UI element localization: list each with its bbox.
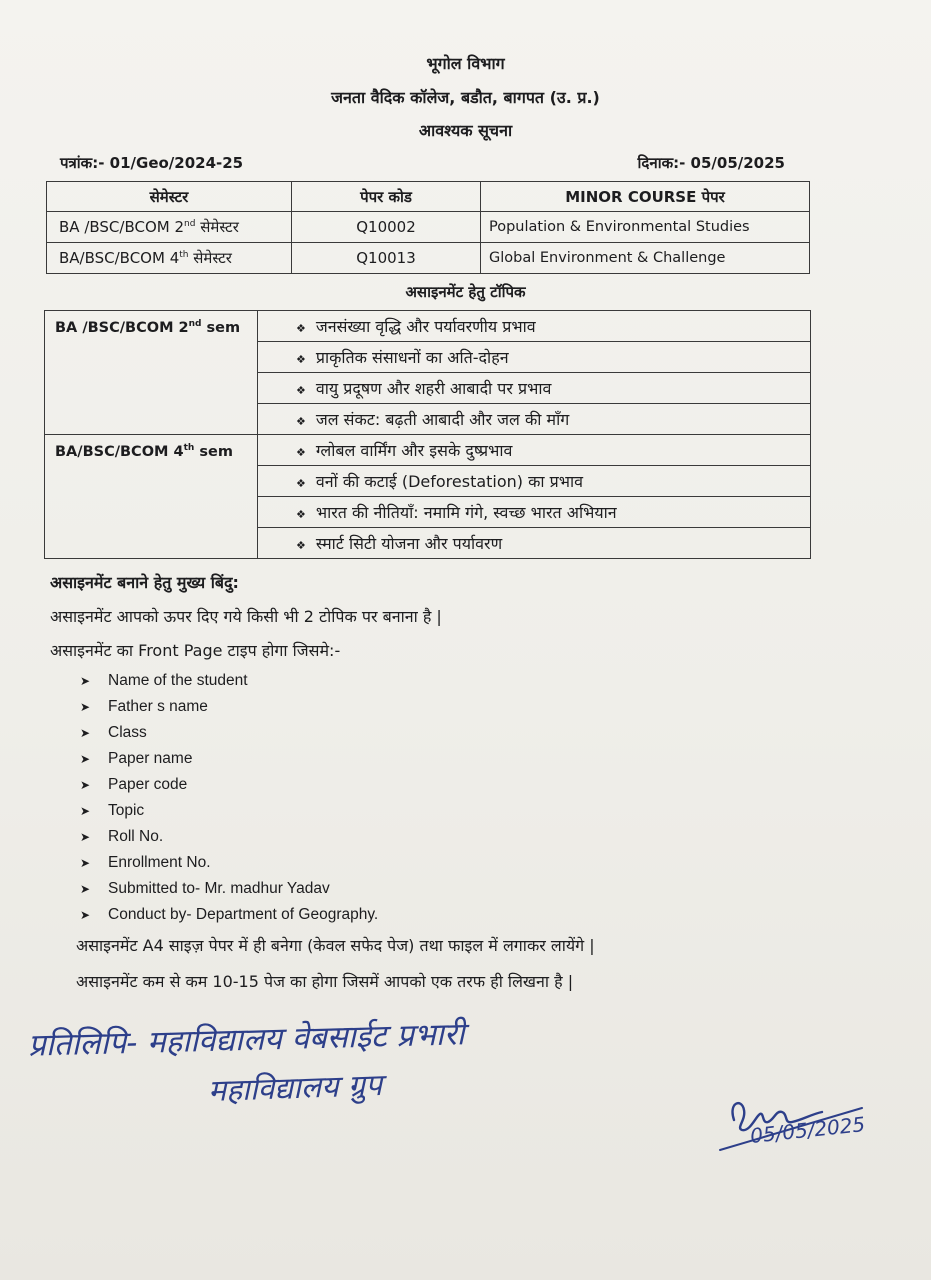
paper-name-cell: Population & Environmental Studies [481, 212, 810, 243]
instruction-line: असाइनमेंट का Front Page टाइप होगा जिसमे:- [50, 641, 341, 660]
topic-item: ❖ प्राकृतिक संसाधनों का अति-दोहन [258, 342, 811, 373]
list-item: ➤ Topic [80, 802, 145, 819]
list-item: ➤ Roll No. [80, 828, 164, 845]
list-item: ➤ Paper name [80, 750, 193, 767]
table-row [47, 243, 810, 274]
paper-code-cell: Q10002 [292, 212, 481, 243]
list-item: ➤ Father s name [80, 698, 208, 715]
diamond-bullet-icon: ❖ [296, 446, 306, 459]
paper-code-cell: Q10013 [292, 243, 481, 274]
semester-group-label: BA /BSC/BCOM 2nd sem [45, 311, 258, 435]
diamond-bullet-icon: ❖ [296, 508, 306, 521]
arrow-bullet-icon: ➤ [80, 778, 91, 792]
instruction-line: असाइनमेंट कम से कम 10-15 पेज का होगा जिसमें आपको एक तरफ ही लिखना है | [76, 972, 574, 991]
topic-item: ❖ भारत की नीतियाँ: नमामि गंगे, स्वच्छ भारत अभियान [258, 497, 811, 528]
instruction-line: असाइनमेंट आपको ऊपर दिए गये किसी भी 2 टोपिक पर बनाना है | [50, 607, 442, 626]
diamond-bullet-icon: ❖ [296, 477, 306, 490]
arrow-bullet-icon: ➤ [80, 830, 91, 844]
table-row [45, 311, 811, 342]
topic-item: ❖ वनों की कटाई (Deforestation) का प्रभाव [258, 466, 811, 497]
diamond-bullet-icon: ❖ [296, 539, 306, 552]
semester-cell: BA /BSC/BCOM 2nd सेमेस्टर [47, 212, 292, 243]
instruction-line: असाइनमेंट A4 साइज़ पेपर में ही बनेगा (केवल सफेद पेज) तथा फाइल में लगाकर लायेंगे | [76, 936, 595, 955]
notice-date: दिनाक:- 05/05/2025 [637, 154, 785, 172]
semester-cell: BA/BSC/BCOM 4th सेमेस्टर [47, 243, 292, 274]
list-item: ➤ Name of the student [80, 672, 248, 689]
arrow-bullet-icon: ➤ [80, 804, 91, 818]
arrow-bullet-icon: ➤ [80, 752, 91, 766]
paper-name-cell: Global Environment & Challenge [481, 243, 810, 274]
handwritten-copy-line: प्रतिलिपि- महाविद्यालय वेबसाईट प्रभारी [27, 1016, 465, 1064]
list-item: ➤ Enrollment No. [80, 854, 211, 871]
diamond-bullet-icon: ❖ [296, 384, 306, 397]
arrow-bullet-icon: ➤ [80, 908, 91, 922]
table-row [47, 212, 810, 243]
list-item: ➤ Conduct by- Department of Geography. [80, 906, 379, 923]
topic-item: ❖ जल संकट: बढ़ती आबादी और जल की माँग [258, 404, 811, 435]
reference-row [60, 153, 785, 175]
diamond-bullet-icon: ❖ [296, 322, 306, 335]
arrow-bullet-icon: ➤ [80, 726, 91, 740]
column-header-paper: MINOR COURSE पेपर [481, 182, 810, 212]
course-table [46, 181, 810, 274]
topic-item: ❖ ग्लोबल वार्मिंग और इसके दुष्प्रभाव [258, 435, 811, 466]
diamond-bullet-icon: ❖ [296, 415, 306, 428]
column-header-paper-code: पेपर कोड [292, 182, 481, 212]
arrow-bullet-icon: ➤ [80, 700, 91, 714]
topic-item: ❖ वायु प्रदूषण और शहरी आबादी पर प्रभाव [258, 373, 811, 404]
instructions-heading: असाइनमेंट बनाने हेतु मुख्य बिंदु: [50, 573, 239, 592]
college-name: जनता वैदिक कॉलेज, बडौत, बागपत (उ. प्र.) [331, 88, 600, 107]
topic-item: ❖ जनसंख्या वृद्धि और पर्यावरणीय प्रभाव [258, 311, 811, 342]
notice-title: आवश्यक सूचना [418, 121, 513, 140]
table-row [45, 435, 811, 466]
list-item: ➤ Paper code [80, 776, 188, 793]
handwritten-copy-line: महाविद्यालय ग्रुप [207, 1067, 383, 1110]
column-header-semester: सेमेस्टर [47, 182, 292, 212]
topic-item: ❖ स्मार्ट सिटी योजना और पर्यावरण [258, 528, 811, 559]
course-table-header [47, 182, 810, 212]
department-title: भूगोल विभाग [426, 54, 505, 73]
arrow-bullet-icon: ➤ [80, 856, 91, 870]
topics-table [44, 310, 811, 559]
arrow-bullet-icon: ➤ [80, 882, 91, 896]
semester-group-label: BA/BSC/BCOM 4th sem [45, 435, 258, 559]
list-item: ➤ Class [80, 724, 147, 741]
list-item: ➤ Submitted to- Mr. madhur Yadav [80, 880, 330, 897]
front-page-list [80, 668, 378, 928]
reference-number: पत्रांक:- 01/Geo/2024-25 [60, 154, 244, 172]
topics-heading: असाइनमेंट हेतु टॉपिक [405, 283, 526, 301]
arrow-bullet-icon: ➤ [80, 674, 91, 688]
diamond-bullet-icon: ❖ [296, 353, 306, 366]
signature-date: 05/05/2025 [749, 1112, 867, 1148]
